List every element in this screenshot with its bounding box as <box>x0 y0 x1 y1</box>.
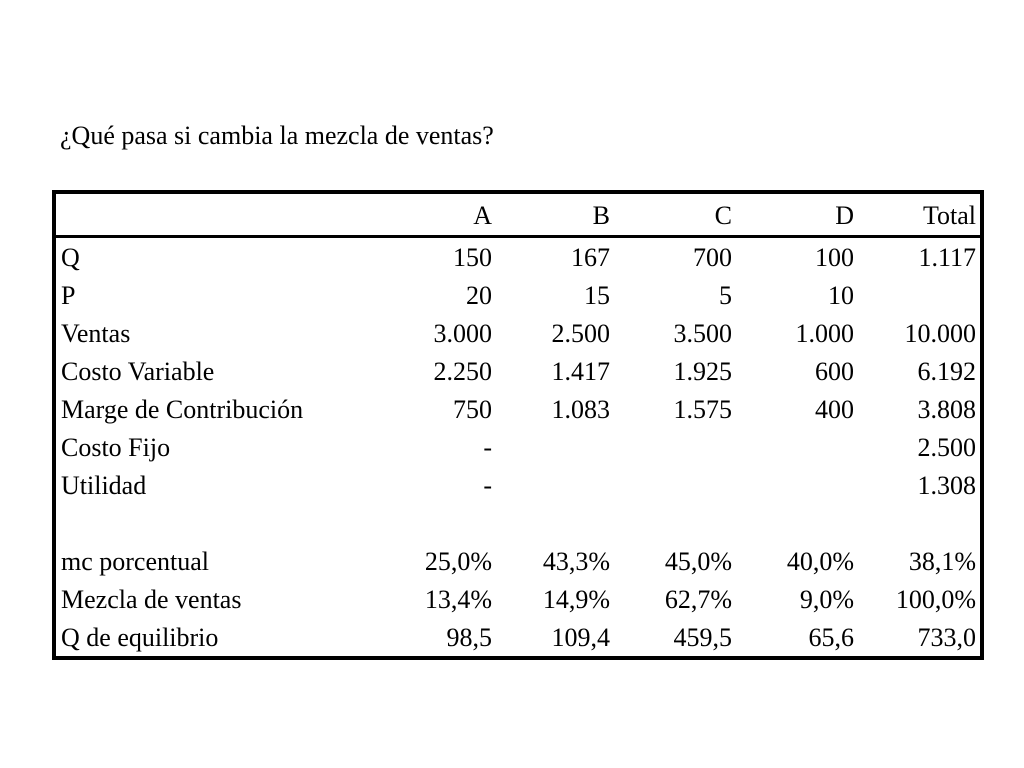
cell-b: 1.417 <box>551 357 610 386</box>
table-row-mc-porcentual <box>56 543 980 581</box>
cell-b: 109,4 <box>551 623 610 652</box>
cell-d: 9,0% <box>799 585 854 614</box>
cell-total: 2.500 <box>917 433 976 462</box>
row-label <box>61 505 381 543</box>
cell-total: 38,1% <box>908 547 976 576</box>
cell-c: 1.575 <box>673 395 732 424</box>
cell-b: 14,9% <box>542 585 610 614</box>
row-label: Marge de Contribución <box>61 395 304 424</box>
cell-total: 1.308 <box>917 471 976 500</box>
cell-a: - <box>483 471 492 500</box>
row-label: Q <box>61 243 80 272</box>
cell-total: 100,0% <box>895 585 976 614</box>
table-row-costo-fijo <box>56 429 980 467</box>
table-row-costo-variable <box>56 353 980 391</box>
table-row-p <box>56 277 980 315</box>
cell-a: 25,0% <box>424 547 492 576</box>
cell-a <box>376 505 492 543</box>
cell-a: 13,4% <box>424 585 492 614</box>
cell-total: 3.808 <box>917 395 976 424</box>
table-row-utilidad <box>56 467 980 505</box>
cell-c <box>610 467 732 505</box>
cell-b <box>492 505 610 543</box>
row-label: Utilidad <box>61 471 147 500</box>
header-cell-label <box>61 194 381 238</box>
data-table <box>52 190 984 660</box>
cell-c: 459,5 <box>673 623 732 652</box>
cell-b: 15 <box>584 281 610 310</box>
cell-a: 2.250 <box>433 357 492 386</box>
cell-c: 45,0% <box>664 547 732 576</box>
cell-total: 10.000 <box>904 319 976 348</box>
cell-d: 600 <box>815 357 854 386</box>
cell-c: 700 <box>693 243 732 272</box>
cell-a: 150 <box>453 243 492 272</box>
cell-total: 1.117 <box>918 243 976 272</box>
cell-a: 3.000 <box>433 319 492 348</box>
cell-d: 65,6 <box>808 623 854 652</box>
page-title: ¿Qué pasa si cambia la mezcla de ventas? <box>60 121 494 150</box>
row-label: Costo Variable <box>61 357 215 386</box>
cell-b: 2.500 <box>551 319 610 348</box>
header-cell-total: Total <box>922 201 976 230</box>
cell-d <box>732 505 854 543</box>
cell-a: 98,5 <box>446 623 492 652</box>
cell-c <box>610 505 732 543</box>
row-label: Q de equilibrio <box>61 623 219 652</box>
cell-total: 733,0 <box>917 623 976 652</box>
cell-b <box>492 429 610 467</box>
cell-c: 1.925 <box>673 357 732 386</box>
cell-b: 43,3% <box>542 547 610 576</box>
cell-total <box>854 277 976 315</box>
table-row-q <box>56 239 980 277</box>
table-row-mezcla-ventas <box>56 581 980 619</box>
row-label: Mezcla de ventas <box>61 585 242 614</box>
cell-c: 62,7% <box>664 585 732 614</box>
cell-b: 167 <box>571 243 610 272</box>
cell-d: 1.000 <box>795 319 854 348</box>
cell-total: 6.192 <box>917 357 976 386</box>
table-row-margen-contribucion <box>56 391 980 429</box>
header-cell-d: D <box>835 201 854 230</box>
row-label: Ventas <box>61 319 131 348</box>
table-row-ventas <box>56 315 980 353</box>
cell-total <box>854 505 976 543</box>
cell-b <box>492 467 610 505</box>
row-label: Costo Fijo <box>61 433 171 462</box>
cell-d: 10 <box>828 281 854 310</box>
table-row-blank <box>56 505 980 543</box>
cell-c: 3.500 <box>673 319 732 348</box>
table-row-q-equilibrio <box>56 619 980 657</box>
cell-a: 750 <box>453 395 492 424</box>
header-cell-b: B <box>592 201 610 230</box>
cell-b: 1.083 <box>551 395 610 424</box>
cell-d: 100 <box>815 243 854 272</box>
cell-d: 400 <box>815 395 854 424</box>
table-header <box>56 194 980 238</box>
cell-d <box>732 467 854 505</box>
cell-c <box>610 429 732 467</box>
header-cell-a: A <box>473 201 492 230</box>
row-label: mc porcentual <box>61 547 209 576</box>
cell-d: 40,0% <box>786 547 854 576</box>
row-label: P <box>61 281 76 310</box>
header-cell-c: C <box>714 201 732 230</box>
cell-d <box>732 429 854 467</box>
cell-c: 5 <box>719 281 732 310</box>
cell-a: - <box>483 433 492 462</box>
cell-a: 20 <box>466 281 492 310</box>
